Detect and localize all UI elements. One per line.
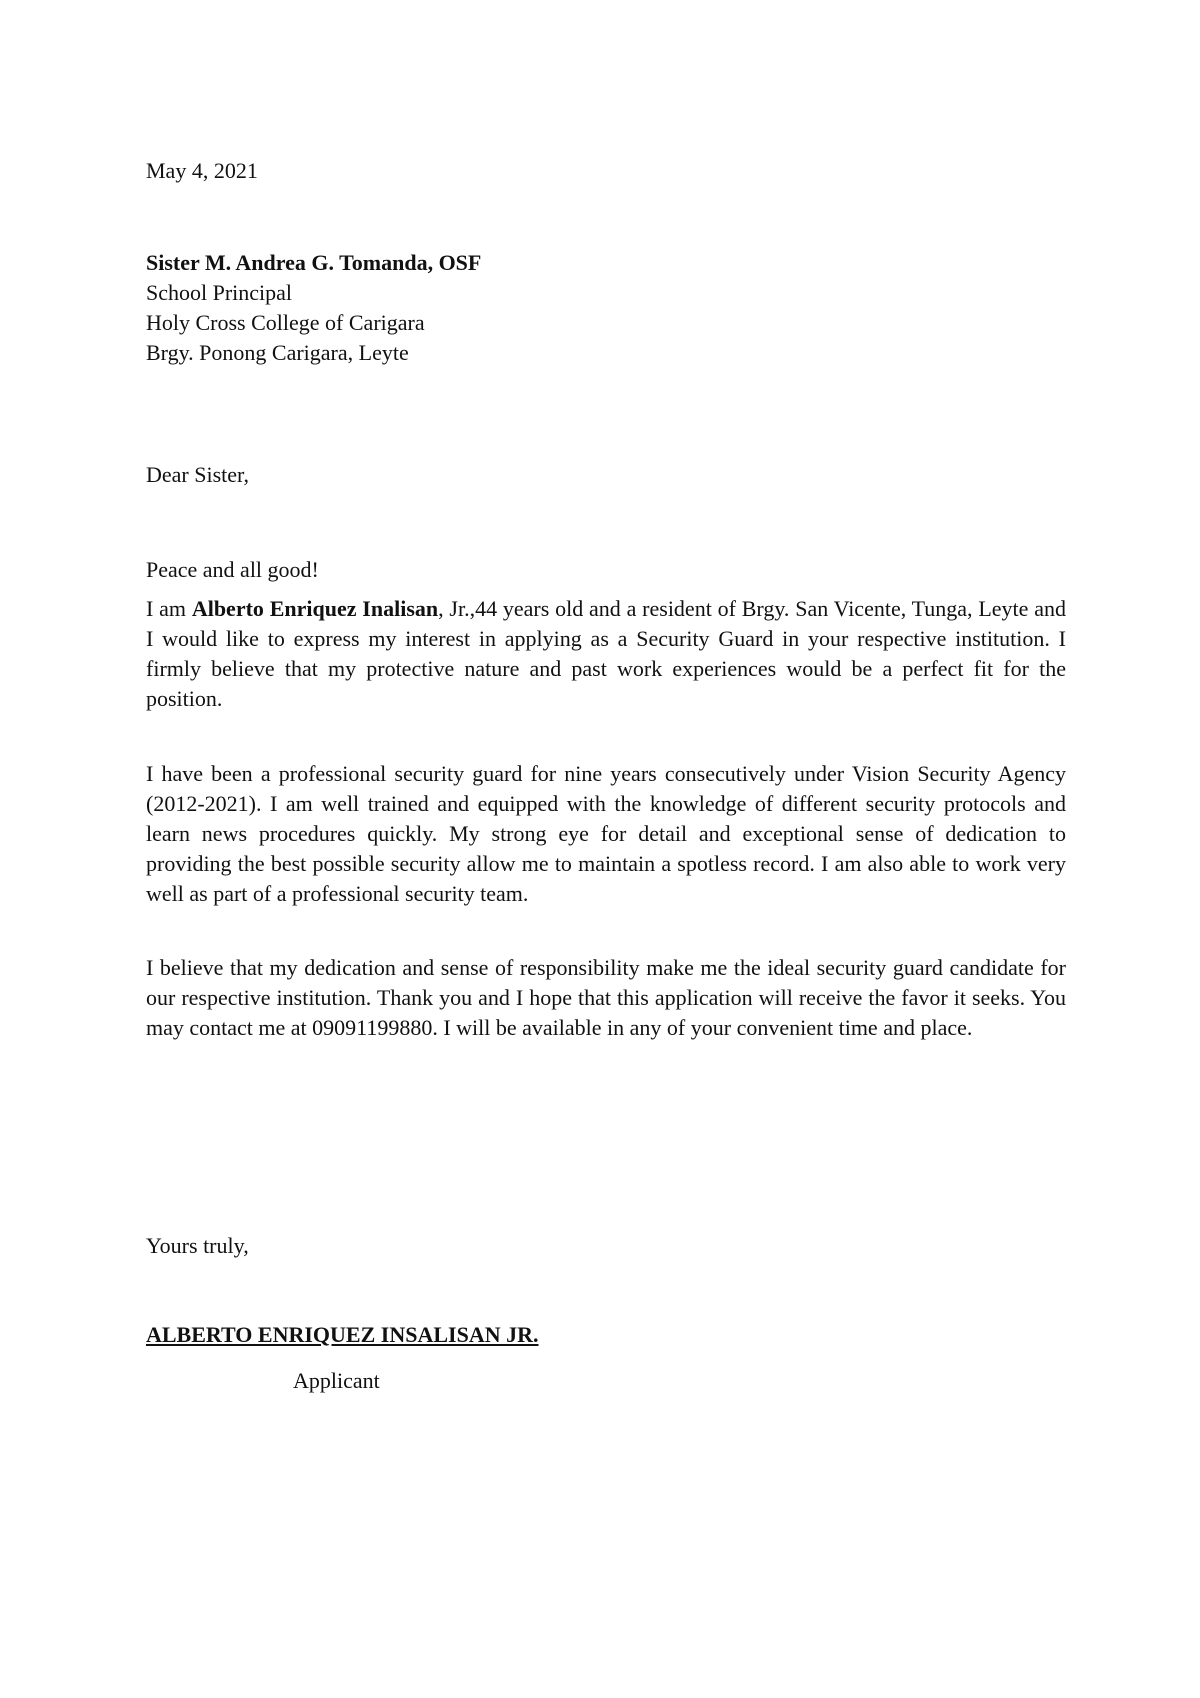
letter-date: May 4, 2021	[146, 158, 258, 183]
applicant-name-bold: Alberto Enriquez Inalisan	[191, 596, 439, 621]
closing: Yours truly,	[146, 1233, 249, 1258]
signature-name: ALBERTO ENRIQUEZ INSALISAN JR.	[146, 1322, 539, 1347]
body-paragraph-3: I believe that my dedication and sense of responsibility make me the ideal security guard candidate for our respective institution. Thank you and I hope that this application will receive the favor it seeks. You may contact me at 09091199880. I will be available in any of your convenient time and place.	[146, 955, 1066, 1040]
body-paragraph-1	[146, 594, 1066, 714]
greeting: Peace and all good!	[146, 557, 319, 582]
recipient-address-block	[146, 248, 1066, 368]
paragraph-1-rest: , Jr.,44 years old and a resident of Brgy. San Vicente, Tunga, Leyte and I would like to express my interest in applying as a Security Guard in your respective institution. I firmly believe that my protective nature and past work experiences would be a perfect fit for the position.	[146, 596, 1066, 711]
recipient-address: Brgy. Ponong Carigara, Leyte	[146, 340, 409, 365]
signature-role: Applicant	[293, 1368, 380, 1393]
recipient-name: Sister M. Andrea G. Tomanda, OSF	[146, 250, 482, 275]
recipient-title: School Principal	[146, 280, 293, 305]
salutation: Dear Sister,	[146, 462, 249, 487]
recipient-institution: Holy Cross College of Carigara	[146, 310, 425, 335]
body-paragraph-2: I have been a professional security guard for nine years consecutively under Vision Security Agency (2012-2021). I am well trained and equipped with the knowledge of different security protocols and learn news procedures quickly. My strong eye for detail and exceptional sense of dedication to providing the best possible security allow me to maintain a spotless record. I am also able to work very well as part of a professional security team.	[146, 761, 1066, 906]
paragraph-1-intro: I am	[146, 596, 192, 621]
